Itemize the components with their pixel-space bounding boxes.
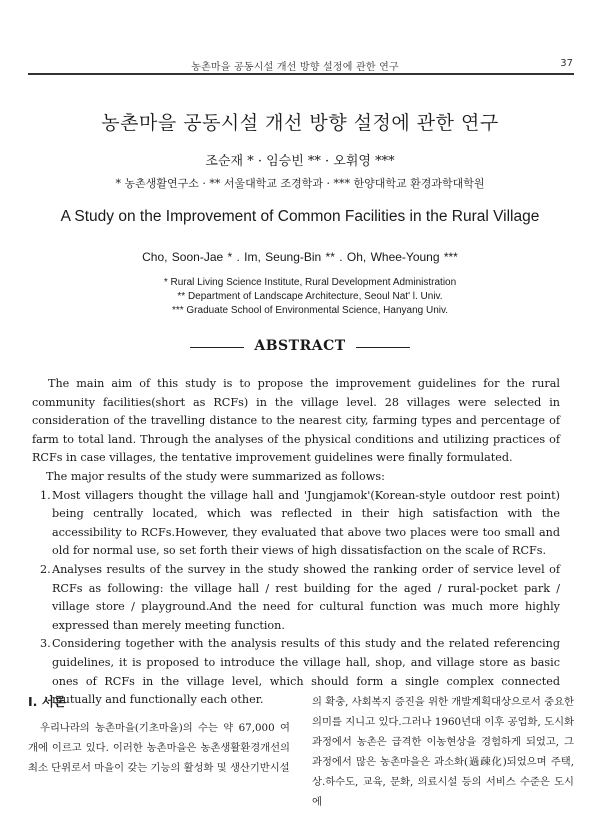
korean-affiliations: * 농촌생활연구소 · ** 서울대학교 조경학과 · *** 한양대학교 환경과학대학원 — [115, 177, 485, 190]
affiliation-1: * Rural Living Science Institute, Rural Development Administration — [163, 277, 457, 288]
abstract-body — [32, 375, 560, 710]
abstract-label: ABSTRACT — [254, 338, 346, 354]
abstract-summary-lead: The major results of the study were summarized as follows: — [46, 469, 385, 483]
affiliation-3: *** Graduate School of Environmental Science, Hanyang Univ. — [171, 305, 449, 316]
body-right-column — [312, 692, 574, 812]
korean-authors: 조순재 * · 임승빈 ** · 오휘영 *** — [205, 154, 395, 169]
abstract-intro: The main aim of this study is to propose the improvement guidelines for the rural community facilities(short as RCFs) in the village level. 28 villages were selected in consideration of the travelling distance to the nearest city, farming types and percentage of farm to total land. Through the analyses of the physical conditions and utilizing practices of RCFs in case villages, the tentative improvement guidelines were finally formulated. — [32, 377, 560, 465]
english-authors: Cho, Soon-Jae * . Im, Seung-Bin ** . Oh, Whee-Young *** — [142, 250, 458, 264]
abstract-rule-right — [356, 347, 410, 348]
body-left-column — [28, 692, 290, 778]
result-item — [32, 487, 560, 561]
result-number: 1. — [40, 488, 51, 502]
page-header — [0, 0, 600, 80]
section-heading-introduction: Ⅰ. 서론 — [28, 694, 66, 709]
result-text: Considering together with the analysis results of this study and the related referencing guidelines, it is proposed to introduce the village hall, shop, and village store as basic ones of RCFs in the village level, which should form a single complex connected mutually and functionally each other. — [52, 637, 560, 707]
abstract-heading — [190, 338, 410, 358]
body-paragraph-right: 의 확충, 사회복지 증진을 위한 개발계획대상으로서 중요한 의미를 지니고 있다.그러나 1960년대 이후 공업화, 도시화 과정에서 농촌은 급격한 이농현상을 경험하게 되었고, 그 과정에서 많은 농촌마을은 과소화(過疎化)되었으며 주택, 상.하수도, 교육, 문화, 의료시설 등의 서비스 수준은 도시에 — [312, 696, 574, 808]
page-number: 37 — [560, 58, 573, 69]
result-text: Analyses results of the survey in the study showed the ranking order of service level of RCFs as following: the village hall / rest building for the aged / rural-pocket park / village store / playground.And the need for cultural function was much more highly expressed than merely meeting function. — [52, 562, 560, 632]
results-list — [32, 487, 560, 710]
affiliation-2: ** Department of Landscape Architecture, Seoul Nat' l. Univ. — [177, 291, 443, 302]
result-number: 2. — [40, 562, 51, 576]
english-affiliations — [140, 276, 480, 318]
header-rule — [28, 73, 574, 75]
running-title: 농촌마을 공동시설 개선 방향 설정에 관한 연구 — [191, 62, 399, 73]
result-text: Most villagers thought the village hall and 'Jungjamok'(Korean-style outdoor rest point) being centrally located, which was reflected in their high satisfaction with the accessibility to RCFs.However, they evaluated that above two places were too small and old for normal use, so set forth their views of high dissatisfaction on the scale of RCFs. — [52, 488, 560, 558]
result-item — [32, 561, 560, 635]
result-number: 3. — [40, 637, 51, 651]
english-title: A Study on the Improvement of Common Facilities in the Rural Village — [60, 208, 540, 225]
korean-title: 농촌마을 공동시설 개선 방향 설정에 관한 연구 — [101, 112, 499, 134]
body-paragraph-left: 우리나라의 농촌마을(기초마을)의 수는 약 67,000 여 개에 이르고 있다. 이러한 농촌마을은 농촌생활환경개선의 최소 단위로서 마을이 갖는 기능의 활성화 및 생산기반시설 — [28, 722, 290, 774]
